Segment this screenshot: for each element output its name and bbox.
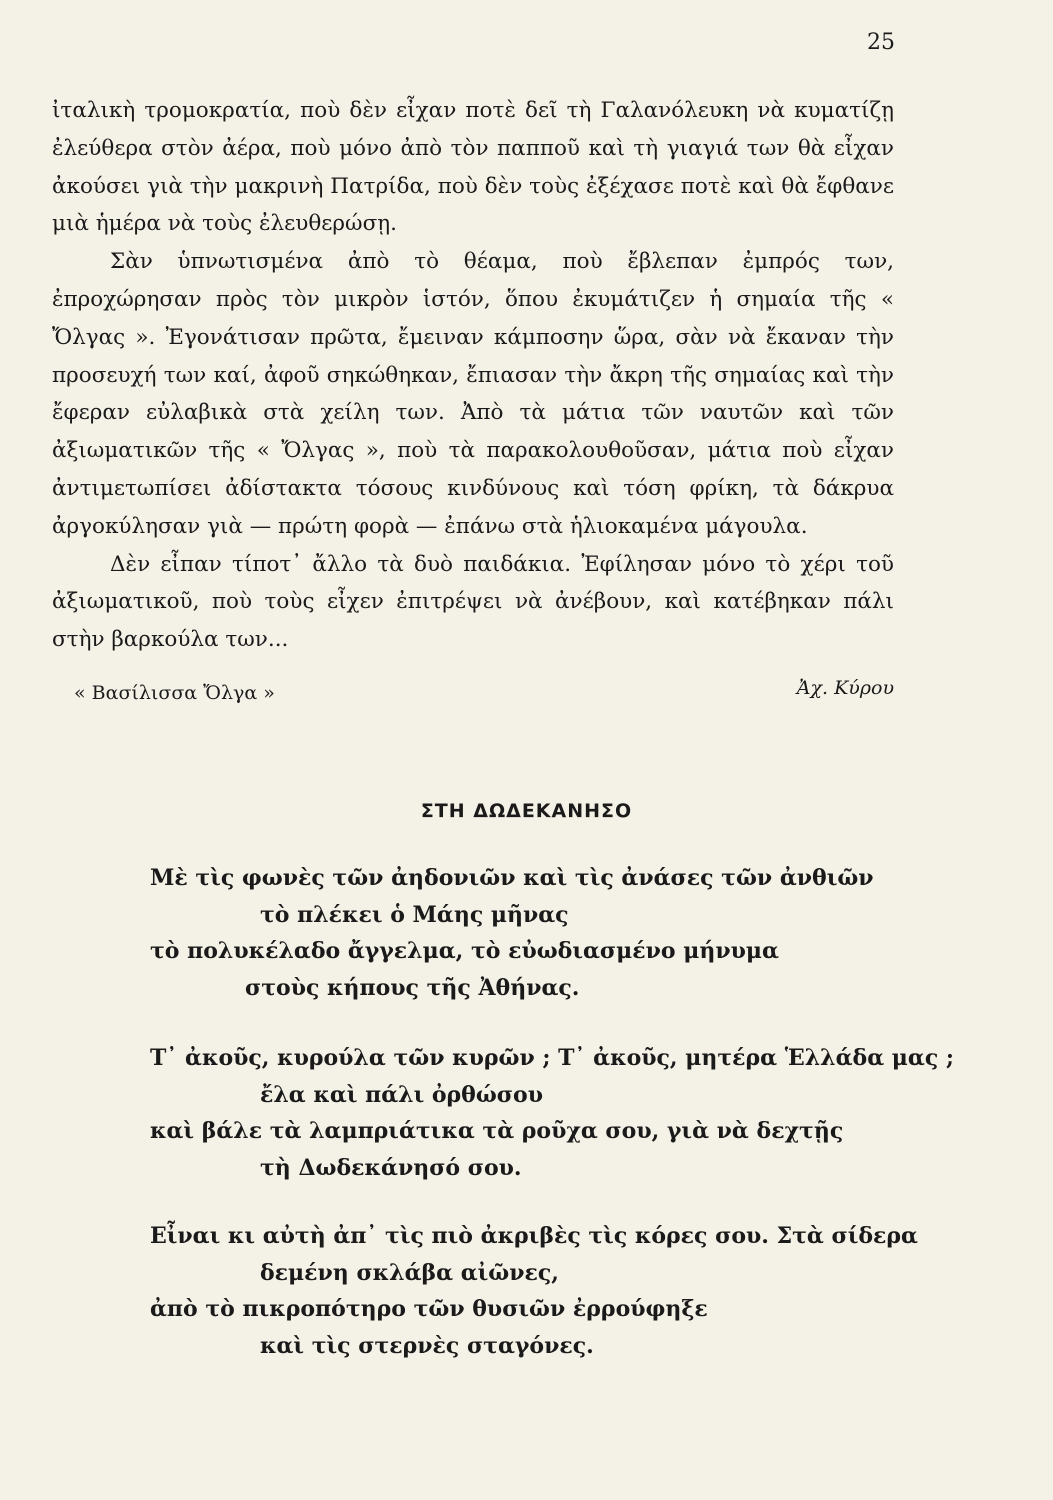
prose-body xyxy=(52,92,894,659)
poem-stanza xyxy=(150,860,940,1006)
poem-stanza xyxy=(150,1218,940,1364)
poem-stanza xyxy=(150,1040,954,1186)
poem-line: τὴ Δωδεκάνησό σου. xyxy=(260,1154,522,1181)
paragraph: Δὲν εἶπαν τίποτ᾽ ἄλλο τὰ δυὸ παιδάκια. Ἐφίλησαν μόνο τὸ χέρι τοῦ ἀξιωματικοῦ, ποὺ τοὺς εἶχεν ἐπιτρέψει νὰ ἀνέβουν, καὶ κατέβηκαν πάλι στὴν βαρκούλα των... xyxy=(52,551,894,653)
poem-line: καὶ βάλε τὰ λαμπριάτικα τὰ ροῦχα σου, γιὰ νὰ δεχτῇς xyxy=(150,1118,844,1144)
page-number: 25 xyxy=(867,30,895,55)
attribution-author: Ἀχ. Κύρου xyxy=(796,677,894,699)
poem-line: ἀπὸ τὸ πικροπότηρο τῶν θυσιῶν ἐρρούφηξε xyxy=(150,1296,708,1322)
attribution-source: « Βασίλισσα Ὄλγα » xyxy=(74,682,275,704)
poem-line: Τ᾽ ἀκοῦς, κυρούλα τῶν κυρῶν ; Τ᾽ ἀκοῦς, μητέρα Ἑλλάδα μας ; xyxy=(150,1045,954,1071)
poem-line: Μὲ τὶς φωνὲς τῶν ἀηδονιῶν καὶ τὶς ἀνάσες τῶν ἀνθιῶν xyxy=(150,865,874,891)
poem-line: καὶ τὶς στερνὲς σταγόνες. xyxy=(260,1332,594,1359)
poem-line: ἔλα καὶ πάλι ὀρθώσου xyxy=(260,1081,543,1108)
poem-line: δεμένη σκλάβα αἰῶνες, xyxy=(260,1259,559,1286)
poem-title: ΣΤΗ ΔΩΔΕΚΑΝΗΣΟ xyxy=(420,800,633,822)
poem-line: τὸ πολυκέλαδο ἄγγελμα, τὸ εὐωδιασμένο μήνυμα xyxy=(150,938,779,964)
poem-line: Εἶναι κι αὐτὴ ἀπ᾽ τὶς πιὸ ἀκριβὲς τὶς κόρες σου. Στὰ σίδερα xyxy=(150,1223,918,1249)
paragraph: Σὰν ὑπνωτισμένα ἀπὸ τὸ θέαμα, ποὺ ἔβλεπαν ἐμπρός των, ἐπροχώρησαν πρὸς τὸν μικρὸν ἱστόν, ὅπου ἐκυμάτιζεν ἡ σημαία τῆς « Ὄλγας ». Ἐγονάτισαν πρῶτα, ἔμειναν κάμποσην ὥρα, σὰν νὰ ἔκαναν τὴν προσευχή των καί, ἀφοῦ σηκώθηκαν, ἔπιασαν τὴν ἄκρη τῆς σημαίας καὶ τὴν ἔφεραν εὐλαβικὰ στὰ χείλη των. Ἀπὸ τὰ μάτια τῶν ναυτῶν καὶ τῶν ἀξιωματικῶν τῆς « Ὄλγας », ποὺ τὰ παρακολουθοῦσαν, μάτια ποὺ εἶχαν ἀντιμετωπίσει ἀδίστακτα τόσους κινδύνους καὶ τόση φρίκη, τὰ δάκρυα ἀργοκύλησαν γιὰ — πρώτη φορὰ — ἐπάνω στὰ ἡλιοκαμένα μάγουλα. xyxy=(52,249,894,539)
poem-line: στοὺς κήπους τῆς Ἀθήνας. xyxy=(245,974,580,1001)
poem-line: τὸ πλέκει ὁ Μάης μῆνας xyxy=(260,901,569,928)
paragraph: ἰταλικὴ τρομοκρατία, ποὺ δὲν εἶχαν ποτὲ δεῖ τὴ Γαλανόλευκη νὰ κυματίζῃ ἐλεύθερα στὸν ἀέρα, ποὺ μόνο ἀπὸ τὸν παπποῦ καὶ τὴ γιαγιά των θὰ εἶχαν ἀκούσει γιὰ τὴν μακρινὴ Πατρίδα, ποὺ δὲν τοὺς ἐξέχασε ποτὲ καὶ θὰ ἔφθανε μιὰ ἡμέρα νὰ τοὺς ἐλευθερώσῃ. xyxy=(52,98,894,237)
